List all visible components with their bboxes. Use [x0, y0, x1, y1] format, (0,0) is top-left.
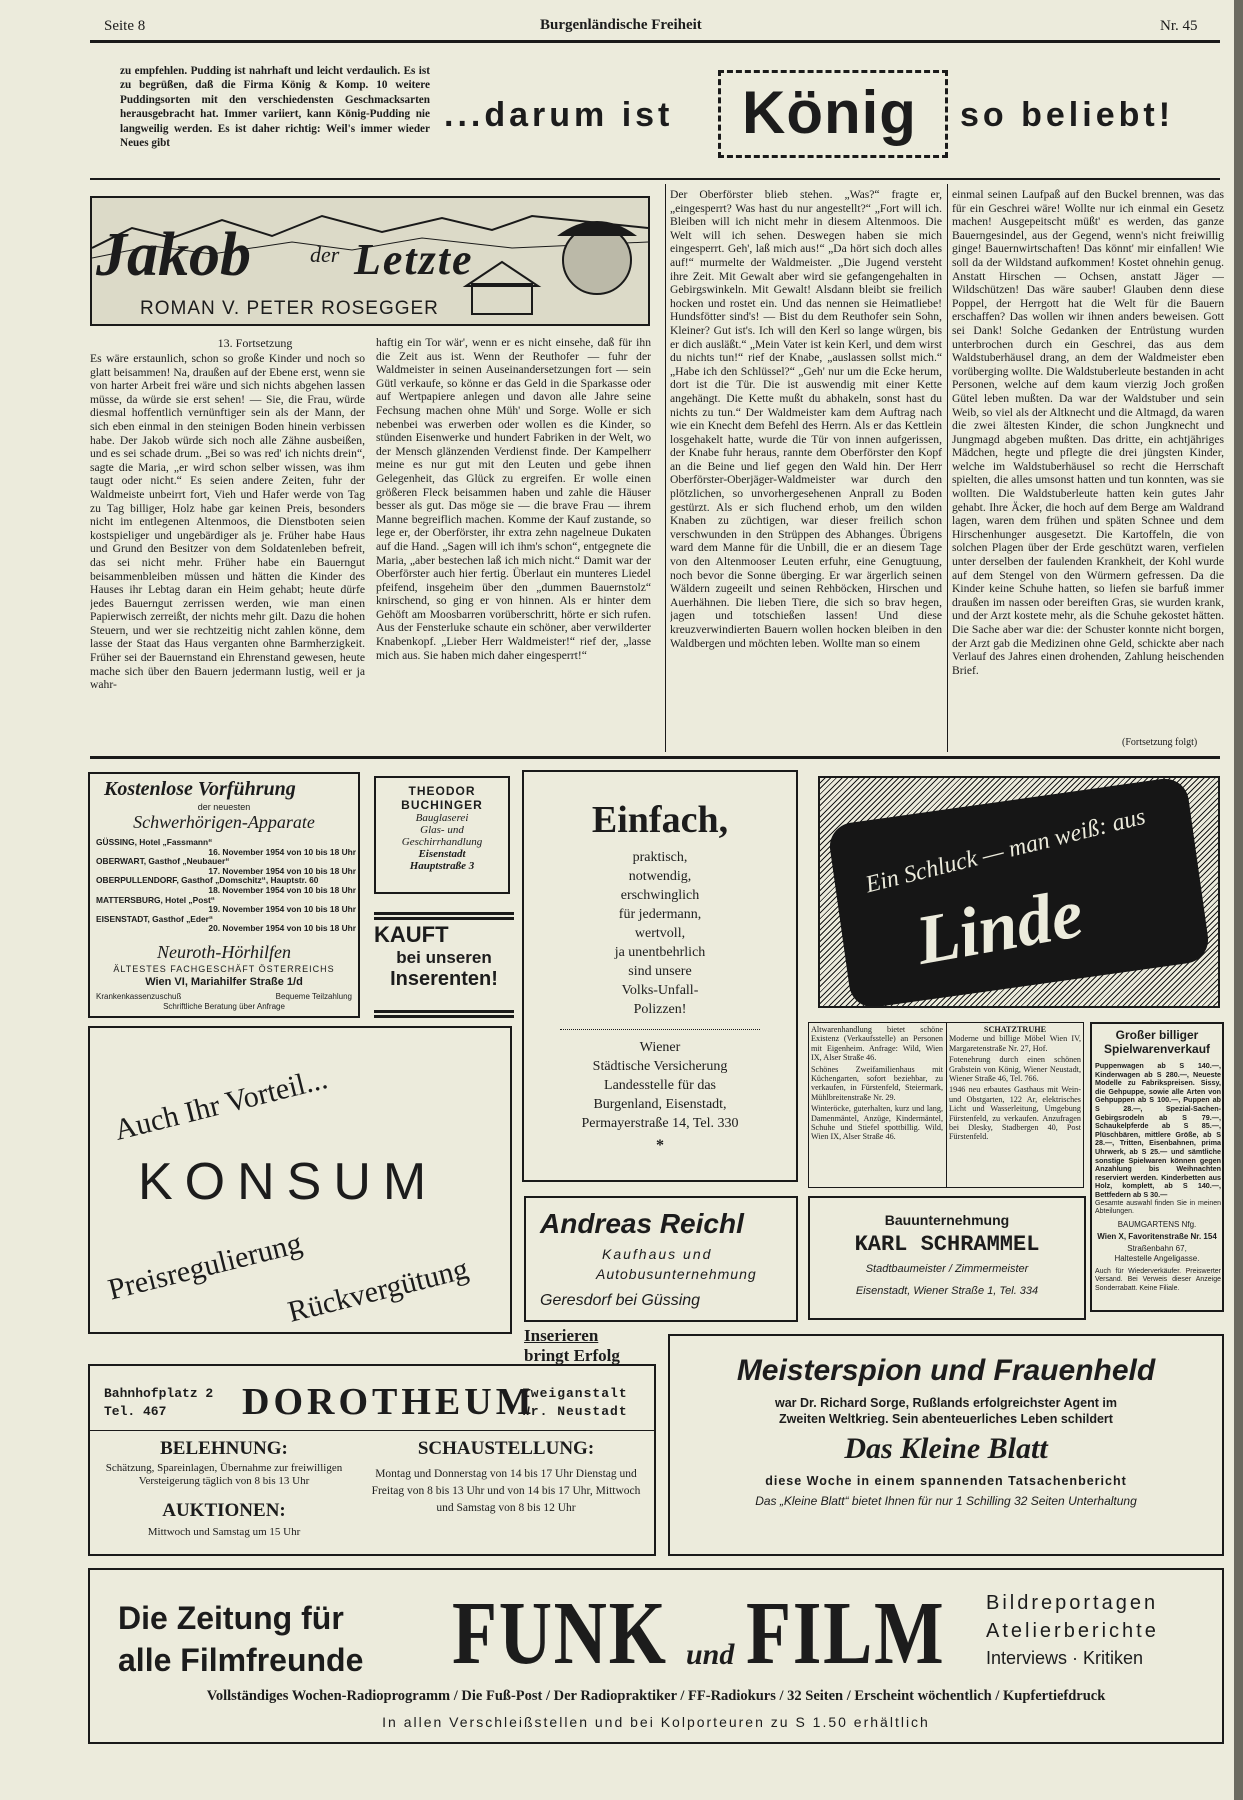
classified-6: 1946 neu erbautes Gasthaus mit Wein- und Obstgarten, 122 Ar, elektrisches Licht und Wasserleitung, Umgebung Fürstenfeld, zu verkaufen. Anzufragen bei Dlesky, Stadbergen 40, Post Fürstenfeld.: [949, 1085, 1081, 1142]
schrammel-sub: Stadtbaumeister / Zimmermeister: [865, 1263, 1029, 1275]
dorotheum-h3: SCHAUSTELLUNG:: [417, 1438, 595, 1459]
einfach-line-2: notwendig,: [628, 869, 692, 884]
funk-right2: Atelierberichte: [986, 1620, 1159, 1642]
buchinger-name2: BUCHINGER: [401, 798, 483, 812]
hearing-ad-company-sub: ÄLTESTES FACHGESCHÄFT ÖSTERREICHS: [113, 964, 335, 974]
einfach-org-4: Burgenland, Eisenstadt,: [593, 1097, 727, 1112]
reichl-ad: [524, 1196, 798, 1322]
reichl-name: Andreas Reichl: [540, 1208, 744, 1239]
funk-film-ad: [88, 1568, 1224, 1744]
reichl-line3: Geresdorf bei Güssing: [540, 1292, 701, 1309]
newspaper-title: Burgenländische Freiheit: [540, 17, 702, 33]
inserieren-line2: bringt Erfolg: [524, 1346, 620, 1365]
classified-4-head: SCHATZTRUHE: [983, 1025, 1047, 1034]
einfach-org-1: Wiener: [639, 1040, 681, 1055]
funk-line1: Vollständiges Wochen-Radioprogramm / Die Fuß-Post / Der Radiopraktiker / FF-Radiokurs / 32 Seiten / Erscheint wöchentlich / Kupfertiefdruck: [206, 1688, 1106, 1704]
novel-column-4: einmal seinen Laufpaß auf den Buckel brennen, was das für ein Geschrei wäre! Wollte nur ich einmal ein Gesetz machen! Ausgepeitscht müßt' es werden, das ganze Bauerngesindel, aus der Gegend, wenn's nicht freiwillig ginge! Bauernwirtschaften! Das könnt' mir einfallen! Wie soll da der Wildstand aufkommen! Kostet ohnehin genug. Anstatt Hirschen — Ochsen, anstatt Jäger — Wildschützen! Das wäre sauber! Glauben denn diese Poppel, der Herrgott hat die Welt für die Bauern erschaffen? Das wollen wir ihnen anders beweisen. Gott sei Dank! Solche Gedanken der Entrüstung wurden unterbrochen durch ein Geschrei, das aus dem Waldstuberhäusel drang, an dem der Waldmeister eben vorüberging wollte. Die Waldstuberleute bestanden in acht Personen, welche auf dem kaum vierzig Joch großen Gütel leben mußten. Da war der Waldstuber und sein Weib, so viel als der Altknecht und die Altmagd, da waren die zwei ältesten Kinder, die schon Jungknecht und Jungmagd abgeben mußten. Das dritte, ein achtjähriges Mädchen, hegte und pflegte die drei jüngsten Kinder, welche im Waldstuberhäusel so recht die Herrschaft spielten, die alles umsonst hatten und tun konnten, was sie wollten. Die Waldstuberleute hatten kein gutes Jahr gehabt. Ihre Äcker, die hoch auf dem Berge am Waldrand lagen, waren dem frühen und späten Schnee und dem Hirschenhunger ausgesetzt. Die Kartoffeln, die von solchen Plagen über der Erde geschützt waren, verfielen unter derselben der faulenden Krankheit, der Kohl wurde auf dem Stengel von den Würmern gefressen. Da die Kinder keine Schuhe hatten, so liefen sie barfuß immer draußen im nassen oder bereiften Gras, sie wurden krank, und der Arzt kostete mehr, als die Schuhe gekostet hätten. Die Sache aber war die: der Schuster konnte nicht borgen, der Arzt gab die Medizinen ohne Geld, schickte aber nach Verlauf des Jahres einen drohenden, Zahlung heischenden Brief.: [952, 188, 1224, 677]
hearing-ad-sub: der neuesten: [197, 802, 251, 812]
kauft-line2: bei unseren: [396, 948, 492, 967]
dorotheum-right2: Wr. Neustadt: [522, 1404, 628, 1419]
novel-column-divider-3: [947, 184, 948, 752]
classified-divider: [946, 1023, 947, 1187]
einfach-ad: [522, 770, 798, 1182]
dorotheum-ad: [88, 1364, 656, 1556]
inserieren-line1: Inserieren: [524, 1326, 599, 1345]
linde-slogan: Ein Schluck — man weiß: aus: [863, 803, 1149, 899]
buchinger-name1: THEODOR: [408, 784, 476, 798]
buchinger-ad: [374, 776, 510, 894]
funk-brand1: FUNK: [452, 1584, 668, 1683]
kleineblatt-title: Meisterspion und Frauenheld: [736, 1354, 1156, 1387]
funk-line2: In allen Verschleißstellen und bei Kolporteuren zu S 1.50 erhältlich: [382, 1714, 930, 1730]
kauft-line1: KAUFT: [374, 922, 449, 947]
dorotheum-right1: Zweiganstalt: [522, 1386, 628, 1401]
einfach-title: Einfach,: [591, 799, 729, 841]
dorotheum-h1: BELEHNUNG:: [160, 1438, 288, 1459]
classified-4: Moderne und billige Möbel Wien IV, Margaretenstraße Nr. 27, Hof.: [949, 1034, 1081, 1053]
reichl-line1: Kaufhaus und: [602, 1246, 713, 1262]
einfach-line-7: sind unsere: [628, 964, 692, 979]
hearing-date-5: [96, 915, 356, 934]
hearing-date-place: MATTERSBURG, Hotel „Post“: [96, 894, 215, 905]
novel-title-main: Jakob: [96, 221, 251, 289]
einfach-org-5: Permayerstraße 14, Tel. 330: [581, 1116, 739, 1131]
einfach-line-9: Polizzen!: [633, 1002, 687, 1017]
kauft-ad: [374, 912, 514, 1018]
hearing-date-place: OBERWART, Gasthof „Neubauer“: [96, 856, 230, 867]
classified-2: Schönes Zweifamilienhaus mit Küchengarten, sofort beziehbar, zu verkaufen, in Fürstenfeld, Steiermark, Mühlbreitenstraße Nr. 29.: [811, 1064, 943, 1102]
hearing-date-place: OBERPULLENDORF, Gasthof „Domschitz“, Hauptstr. 60: [96, 875, 319, 886]
buchinger-city: Eisenstadt: [418, 848, 466, 860]
buchinger-trade2: Glas- und: [420, 824, 464, 836]
einfach-line-5: wertvoll,: [634, 926, 686, 941]
konsum-ad: [88, 1026, 512, 1334]
kleineblatt-ad: [668, 1334, 1224, 1556]
hearing-ad-title: Kostenlose Vorführung: [104, 778, 296, 800]
funk-brand2: FILM: [746, 1584, 946, 1683]
funk-right3: Interviews · Kritiken: [986, 1648, 1144, 1668]
funk-left1: Die Zeitung für: [118, 1600, 344, 1636]
hearing-aid-ad: [88, 772, 360, 1018]
koenig-rule: [90, 178, 1220, 180]
hearing-ad-foot-right: Bequeme Teilzahlung: [275, 992, 352, 1001]
hearing-ad-product: Schwerhörigen-Apparate: [133, 812, 315, 832]
dorotheum-rule: [90, 1430, 654, 1431]
hearing-date-time: 20. November 1954 von 10 bis 18 Uhr: [208, 923, 356, 934]
continued-label: (Fortsetzung folgt): [1122, 737, 1198, 748]
kleineblatt-line2: Zweiten Weltkrieg. Sein abenteuerliches Leben schildert: [779, 1412, 1113, 1426]
einfach-org-3: Landesstelle für das: [604, 1078, 716, 1093]
baumgarten-addr1: Wien X, Favoritenstraße Nr. 154: [1097, 1232, 1217, 1241]
dorotheum-h2: AUKTIONEN:: [162, 1500, 286, 1521]
novel-column-divider-2: [665, 184, 666, 752]
novel-bottom-rule: [90, 756, 1220, 759]
baumgarten-addr2: Straßenbahn 67,: [1127, 1244, 1187, 1253]
novel-column-3: Der Oberförster blieb stehen. „Was?“ fragte er, „eingesperrt? Was hast du nur angestellt?“ „Fort will ich. Bleiben will ich nicht mehr in diesem Altenmoos. Die Welt will ich sehen. Deswegen haben sie mich eingesperrt. Geh', laß mich aus!“ „Da hört sich doch alles auf!“ murmelte der Waldmeister. „Die Jugend versteht ihre Zeit. Mit Gewalt aber wird sie gefangengehalten in Gebirgswinkeln. Mit Gewalt! Alsdann bleibt sie freilich hocken und rostet ein. Und das nennen sie Heimatliebe! Hundsfötter sind's! — Bist du dem Reuthofer sein Sohn, Kleiner? Gut ist's. Ich will den Kerl so lange würgen, bis er dich ausläßt.“ „Mein Vater ist kein Kerl, und dem wirst du nichts tun!“ rief der Knabe, „auslassen sollst mich.“ „Habe ich den Schlüssel?“ „Geh' nur um die Ecke herum, dort ist die Tür. Die ist auswendig mit einer Kette angehängt. Die Kette mußt du abhakeln, sonst hast du nichts zu tun.“ Der Waldmeister kam dem Auftrag nach wie ein Knecht dem Befehl des Herrn. Als er das Kettlein losgehakelt hatte, wurde die Tür von innen aufgerissen, der Knabe fuhr heraus, rannte dem Oberförster den Kopf an die Beine und lief gegen den Wald hin. Der Herr Oberförster-Oberjäger-Waldmeister war durch den plötzlichen, so unvorhergesehenen Anprall zu Boden gestürzt. Als er sich fluchend erhob, um den wilden Knaben zu züchtigen, war dieser freilich schon verschwunden in den Strüppen des Abhanges. Übrigens ward dem Manne für die Unbill, die er an diesem Tage von den Altenmooser Leuten erfuhr, eine Genugtuung, noch bevor die Sonne überging. Er war ärgerlich seinen Wäldern zugeeilt und seinen Rehböcken, Hirschen und Auerhähnen. Die lieben Tiere, die sich so brav hegen, jagen und totschießen lassen! Und diese kreuzverwindierten Bauern wollen hocken bleiben in den Waldbergen und möchten leben. Wollte man so einem: [670, 188, 942, 650]
schrammel-top: Bauunternehmung: [884, 1212, 1010, 1228]
installment-label: 13. Fortsetzung: [217, 336, 293, 350]
hearing-ad-company: Neuroth-Hörhilfen: [157, 942, 291, 962]
schrammel-name: KARL SCHRAMMEL: [854, 1232, 1040, 1257]
kleineblatt-line4: Das „Kleine Blatt“ bietet Ihnen für nur 1 Schilling 32 Seiten Unterhaltung: [755, 1494, 1137, 1508]
hearing-date-2: [96, 857, 356, 876]
dorotheum-t2: Mittwoch und Samstag um 15 Uhr: [147, 1526, 301, 1538]
schrammel-ad: [808, 1196, 1086, 1320]
classifieds-block: [808, 1022, 1084, 1188]
hearing-ad-foot-left: Krankenkassenzuschuß: [96, 992, 182, 1001]
baumgarten-title: Großer billiger Spielwarenverkauf: [1103, 1028, 1211, 1056]
hearing-date-3: [96, 876, 356, 895]
classified-5: Fotenehrung durch einen schönen Grabstein von König, Wiener Neustadt, Wiener Straße 46, Tel. 766.: [949, 1055, 1081, 1084]
classified-3: Winteröcke, guterhalten, kurz und lang, Damenmäntel, Anzüge, Kindermäntel, Schuhe und Stiefel spottbillig. Wild, Wien IX, Alser Straße 46.: [811, 1104, 943, 1142]
baumgarten-tail: Gesamte auswahl finden Sie in meinen Abteilungen.: [1095, 1200, 1221, 1216]
linde-ad: [818, 776, 1220, 1008]
konsum-bottom1: Preisregulierung: [104, 1226, 306, 1307]
kleineblatt-logo: Das Kleine Blatt: [844, 1432, 1048, 1465]
konsum-name: KONSUM: [138, 1153, 439, 1211]
classified-1: Altwarenhandlung bietet schöne Existenz (Verkaufsstelle) an Personen mit Eigenheim. Anfrage: Wild, Wien IX, Alser Straße 46.: [811, 1025, 943, 1063]
koenig-brand: König: [742, 79, 917, 146]
einfach-line-1: praktisch,: [632, 850, 688, 865]
funk-left2: alle Filmfreunde: [118, 1642, 364, 1678]
dorotheum-name: DOROTHEUM: [242, 1381, 536, 1423]
schrammel-addr: Eisenstadt, Wiener Straße 1, Tel. 334: [855, 1285, 1039, 1297]
hearing-ad-dates: [96, 838, 356, 934]
dorotheum-left2: Tel. 467: [104, 1404, 167, 1419]
kleineblatt-line3: diese Woche in einem spannenden Tatsachenbericht: [765, 1474, 1127, 1488]
kleineblatt-line1: war Dr. Richard Sorge, Rußlands erfolgreichster Agent im: [775, 1396, 1117, 1410]
hearing-date-time: 19. November 1954 von 10 bis 18 Uhr: [208, 904, 356, 915]
novel-title-der: der: [310, 242, 340, 267]
buchinger-street: Hauptstraße 3: [409, 860, 475, 872]
novel-column-1: Es wäre erstaunlich, schon so große Kinder und noch so glatt beisammen! Na, draußen auf der Ebene erst, wenn sie von harter Arbeit frei wäre und sich nichts abgehen lassen müsse, da würde sie erst sehen! — Sie, die Frau, würde diesmal hoffentlich vernünftiger sein als der Mann, der sich eben einmal in den steinigen Boden hinein verbissen habe. Der Jakob würde sich noch alle Zähne ausbeißen, und es sei schade drum. „Bei so was red' ich nichts drein“, sagte die Maria, „er wird schon selber wissen, was ihm taugt oder nicht.“ Es seien andere Zeiten, fuhr der Waldmeiste unbeirrt fort, Vieh und Hafer werde von Tag zu Tag billiger, Holz habe gar keinen Preis, besonders nicht im entlegenen Altenmoos, die Dienstboten seien kostspieliger und ungebärdiger als je. Früher habe Haus und Grund den Besitzer von dem Soldatenleben befreit, das sei nicht mehr. Früher habe ein Bauerngut beisammenbleiben müssen und hätten die Kinder des Hauses ihr Lebtag daran ein Heim gehabt; heute dürfe jedes Bauerngut zerrissen werden, wie man einen Papierwisch zerreißt, der nichts mehr gilt. Dazu die hohen Steuern, und wer sie rechtzeitig nicht zahlen könne, dem lasse der Staat das Haus verganten ohne Barmherzigkeit. Früher sei der Bauernstand ein Ehrenstand gewesen, heute mache sich über den Bauern jedermann lustig, weil er ja wahr-: [90, 352, 365, 692]
buchinger-trade1: Bauglaserei: [415, 812, 469, 824]
hearing-ad-address: Wien VI, Mariahilfer Straße 1/d: [145, 976, 303, 988]
novel-subtitle: ROMAN V. PETER ROSEGGER: [140, 298, 439, 319]
page-number: Seite 8: [104, 18, 146, 34]
dorotheum-t1: Schätzung, Spareinlagen, Übernahme zur freiwilligen Versteigerung täglich von 8 bis 13 Uhr: [105, 1462, 343, 1487]
hearing-date-place: EISENSTADT, Gasthof „Eder“: [96, 913, 214, 924]
einfach-line-6: ja unentbehrlich: [614, 945, 706, 960]
funk-brand-und: und: [686, 1638, 735, 1671]
kauft-line3: Inserenten!: [390, 968, 498, 990]
einfach-org-2: Städtische Versicherung: [592, 1059, 728, 1074]
baumgarten-foot: Auch für Wiederverkäufer. Preiswerter Versand. Bei Verweis dieser Anzeige Sonderrabatt. Keine Filiale.: [1095, 1268, 1221, 1292]
baumgarten-ad: [1090, 1022, 1224, 1312]
baumgarten-text: Puppenwagen ab S 140.—, Kinderwagen ab S 280.—, Neueste Modelle zu Fabrikspreisen. Sissy, die Gehpuppe, sowie alle Arten von Gehpuppen ab S 100.—, Puppen ab S 28.—, Spezial-Sachen-Gebirgsrodeln ab S 79.—, Schaukelpferde ab S 85.—, Plüschbären, mittlere Größe, ab S 28.—, Tritten, Eisenbahnen, prima Uhrwerk, ab S 25.— und sämtliche sonstige Spielwaren können gegen Anzahlung bis Weihnachten reserviert werden. Kinderbetten aus Holz, komplett, ab S 140.—, Bettfedern ab S 30.—: [1095, 1061, 1221, 1199]
hearing-date-time: 17. November 1954 von 10 bis 18 Uhr: [208, 865, 356, 876]
classified-left: [811, 1025, 943, 1142]
einfach-star: *: [656, 1137, 664, 1154]
baumgarten-company: BAUMGARTENS Nfg.: [1117, 1220, 1197, 1229]
funk-right1: Bildreportagen: [986, 1592, 1159, 1614]
hearing-date-time: 16. November 1954 von 10 bis 18 Uhr: [208, 846, 356, 857]
koenig-slogan-left: ...darum ist: [444, 96, 674, 134]
konsum-bottom2: Rückvergütung: [284, 1252, 472, 1329]
reichl-line2: Autobusunternehmung: [596, 1266, 757, 1282]
novel-title-last: Letzte: [354, 235, 474, 284]
einfach-line-8: Volks-Unfall-: [621, 983, 699, 998]
einfach-line-3: erschwinglich: [620, 888, 700, 903]
einfach-line-4: für jedermann,: [618, 907, 702, 922]
koenig-slogan-right: so beliebt!: [960, 96, 1175, 134]
koenig-ad-text: zu empfehlen. Pudding ist nahrhaft und leicht verdaulich. Es ist zu begrüßen, daß die Firma König & Komp. 10 weitere Puddingsorten mit den verschiedensten Geschmacksarten herausgebracht hat. Immer variiert, kann König-Pudding nie langweilig werden. Es ist daher richtig: Weil's immer wieder Neues gibt: [120, 65, 430, 150]
hearing-date-place: GÜSSING, Hotel „Fassmann“: [96, 837, 213, 847]
hearing-date-1: [96, 838, 356, 857]
header-rule: [90, 40, 1220, 43]
baumgarten-addr3: Haltestelle Angeligasse.: [1114, 1254, 1200, 1263]
einfach-divider: [560, 1029, 760, 1030]
linde-brand: Linde: [910, 875, 1089, 980]
page-edge: [1234, 0, 1243, 1800]
konsum-top: Auch Ihr Vorteil...: [111, 1062, 331, 1147]
hearing-date-4: [96, 896, 356, 915]
dorotheum-left1: Bahnhofplatz 2: [104, 1386, 214, 1401]
hearing-ad-foot-center: Schriftliche Beratung über Anfrage: [163, 1002, 285, 1011]
novel-title-banner: [90, 196, 650, 326]
buchinger-trade3: Geschirrhandlung: [401, 836, 483, 848]
hearing-date-time: 18. November 1954 von 10 bis 18 Uhr: [208, 884, 356, 895]
dorotheum-t3: Montag und Donnerstag von 14 bis 17 Uhr Dienstag und Freitag von 8 bis 13 Uhr und von 14 bis 17 Uhr, Mittwoch und Samstag von 8 bis 12 Uhr: [371, 1468, 641, 1514]
novel-column-2: haftig ein Tor wär', wenn er es nicht einsehe, daß für ihn die Zeit aus ist. Wenn der Reuthofer — fuhr der Waldmeister in seinen Auseinandersetzungen fort — sein Gütl verkaufe, so könne er das Geld in die Sparkasse oder auf Wertpapiere anlegen und davon alle Jahre seine Fechsung machen ohne Müh' und Sorge. Wolle er sich nebenbei was erwerben oder wollen es die Kinder, so stünden Eisenwerke und hundert Fabriken in der Welt, wo der Mensch glänzenden Verdienst finde. Der Kampelherr meine es nur gut mit den Leuten und gebe ihnen Gelegenheit, das Glück zu ergreifen. Er wolle einen größeren Fleck beisammen haben und zahle die Häuser besser als gut. Das möge sie — die brave Frau — ihrem Manne begreiflich machen. Komme der Kauf zustande, so lege er, der Oberförster, ihr extra zehn nagelneue Dukaten auf die Hand. „Sagen will ich ihm's schon“, entgegnete die Maria, „aber bestechen laß ich mich nicht.“ Damit war der Oberförster auch hier fertig. Überlaut ein munteres Liedel pfeifend, insgeheim über den „dummen Bauernstolz“ knirschend, so ging er von hinnen. Als er hinter dem Gehöft am Moosbarren vorüberschritt, hörte er sich rufen. Aus der Fensterluke schaute ein schöner, aber verwilderter Knabenkopf. „Lieber Herr Waldmeister!“ rief der, „lasse mich aus. Sie haben mich daher eingesperrt!“: [376, 336, 651, 662]
classified-right: [949, 1025, 1081, 1142]
issue-number: Nr. 45: [1160, 18, 1198, 34]
